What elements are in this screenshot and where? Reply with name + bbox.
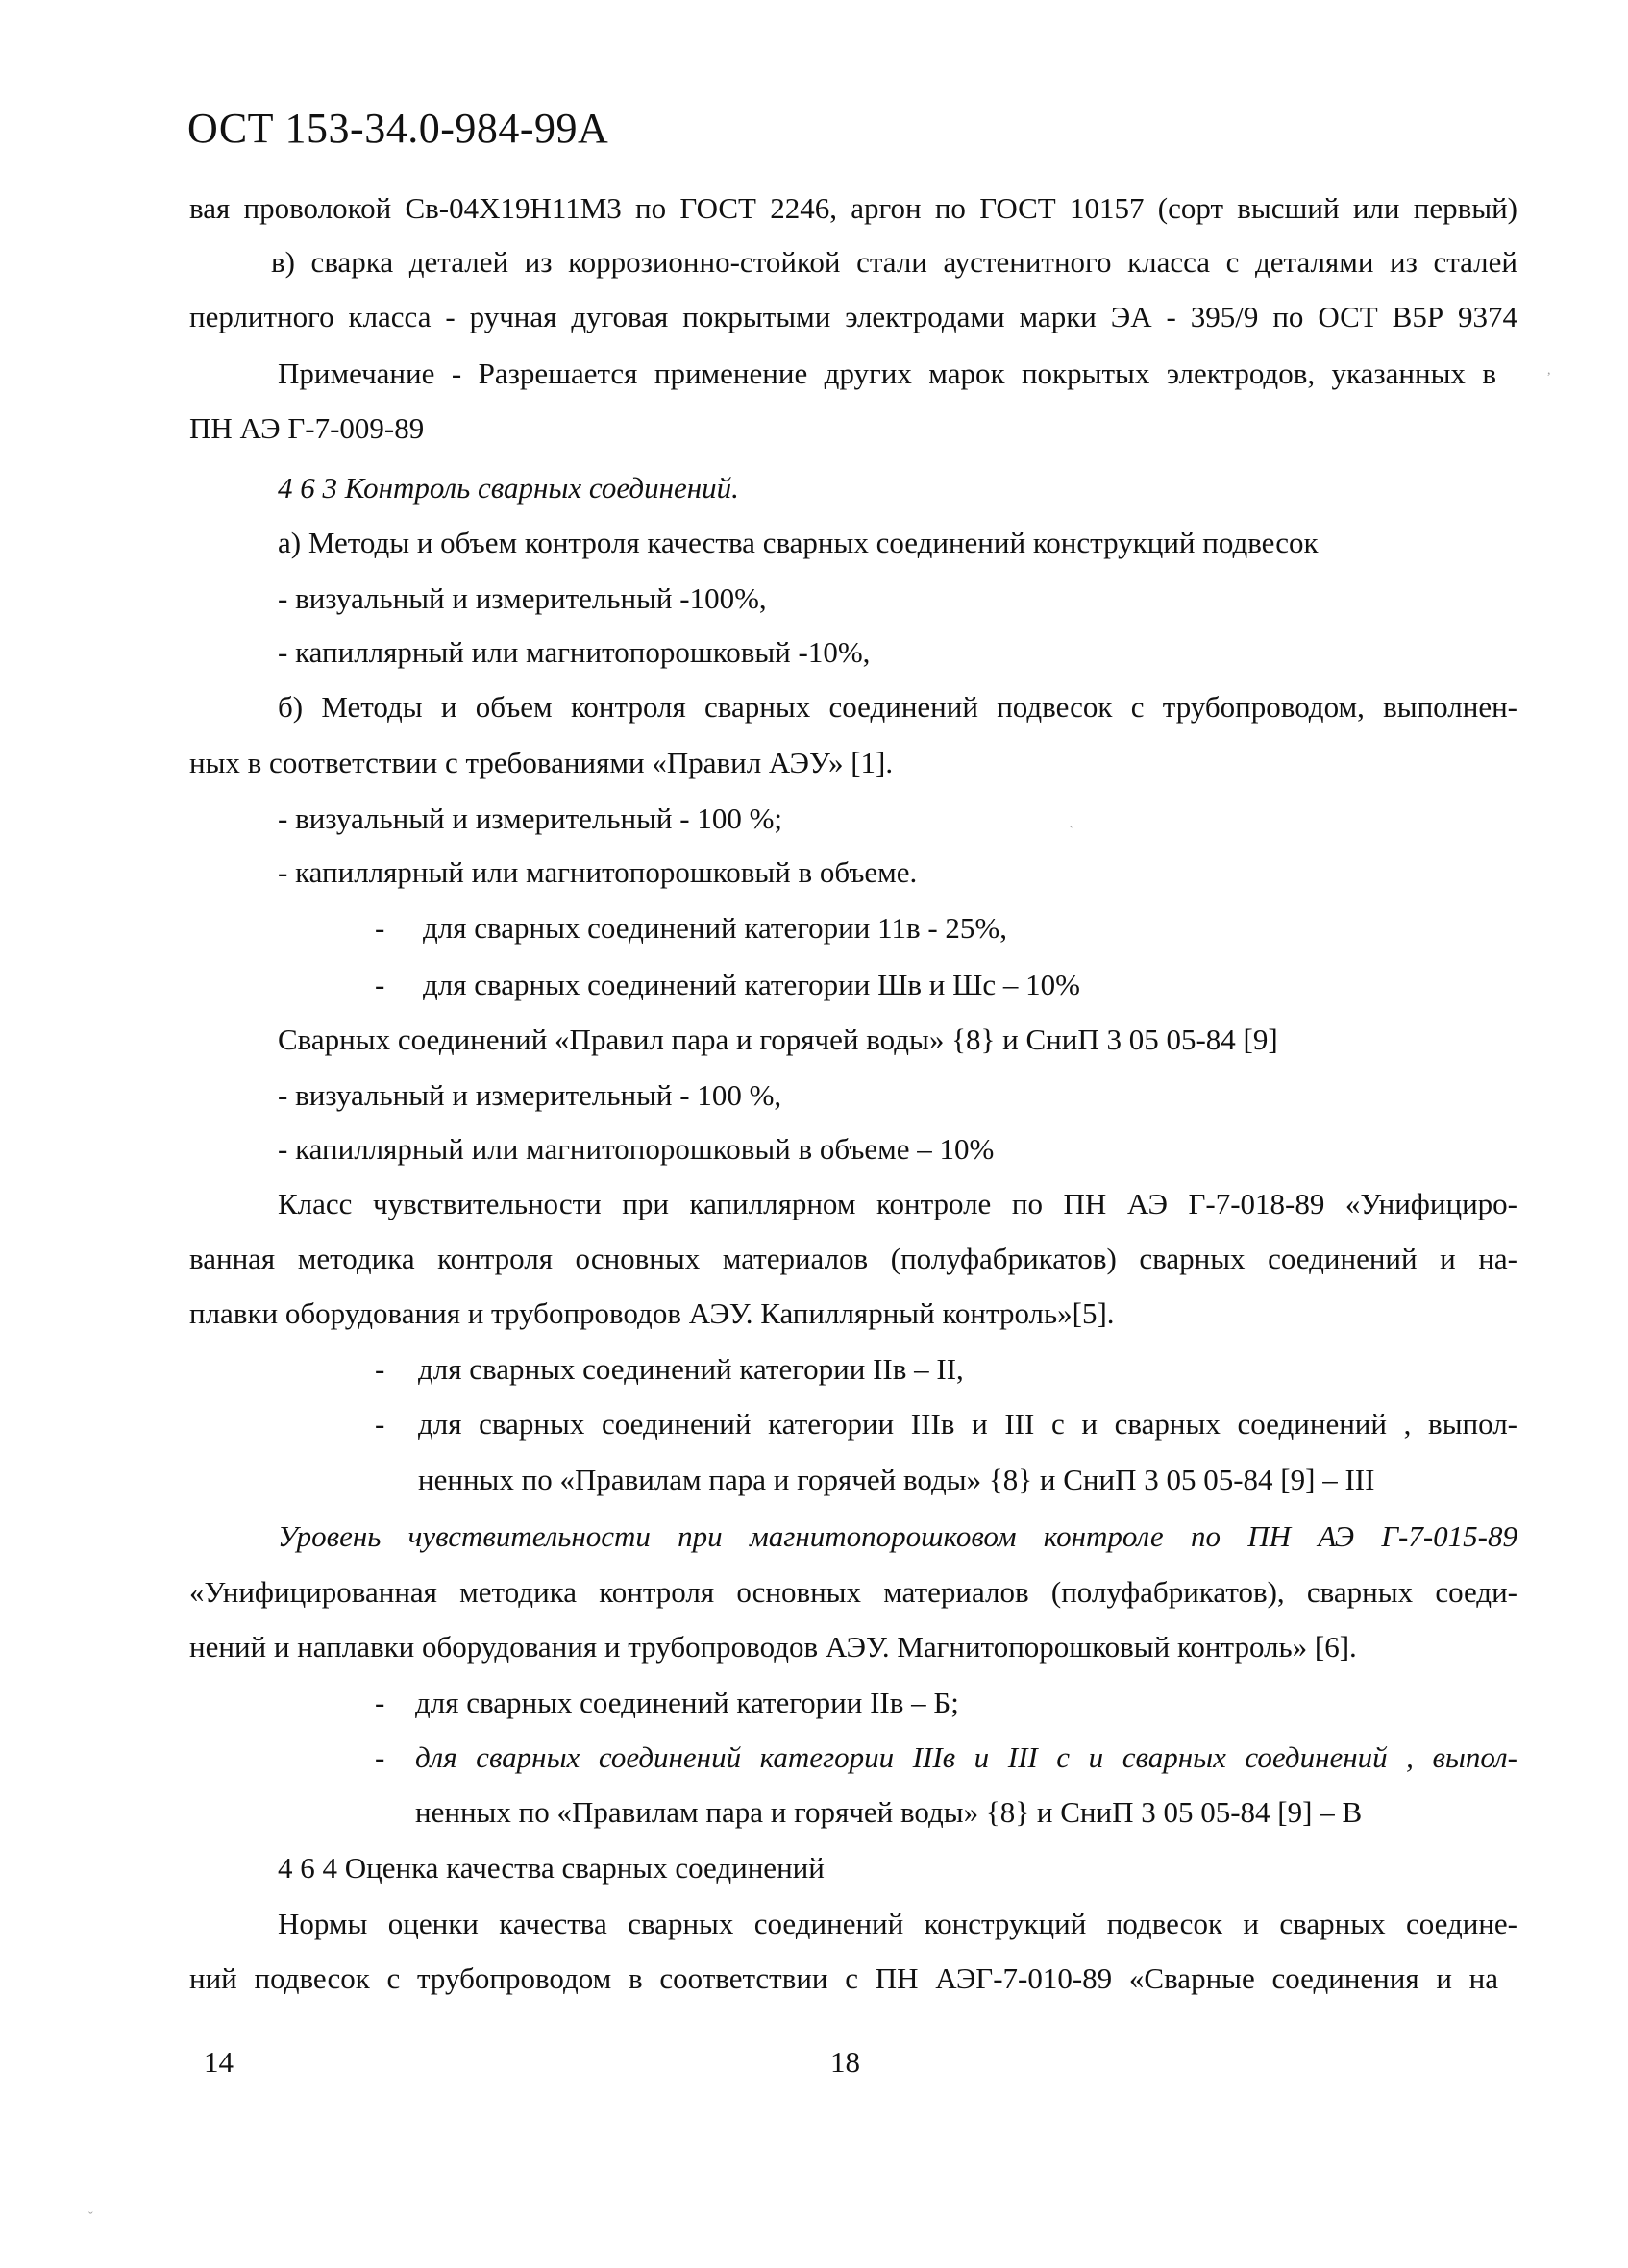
page-number: 18 [830, 2045, 860, 2079]
text-line: плавки оборудования и трубопроводов АЭУ. Капиллярный контроль»[5]. [189, 1296, 1115, 1330]
text-line: Уровень чувствительности при магнитопорошковом контроле по ПН АЭ Г-7-015-89 [278, 1519, 1517, 1553]
text-line: перлитного класса - ручная дуговая покрытыми электродами марки ЭА - 395/9 по ОСТ В5Р 9374 [189, 300, 1517, 333]
text-line: а) Методы и объем контроля качества сварных соединений конструкций подвесок [278, 526, 1319, 559]
list-item: - визуальный и измерительный - 100 %; [278, 801, 783, 835]
list-item: для сварных соединений категории 11в - 25%, [423, 911, 1007, 945]
list-item: для сварных соединений категории IIв – II, [418, 1352, 964, 1386]
text-line: ний подвесок с трубопроводом в соответствии с ПН АЭГ-7-010-89 «Сварные соединения и на [189, 1961, 1498, 1995]
text-line: в) сварка деталей из коррозионно-стойкой стали аустенитного класса с деталями из сталей [271, 245, 1517, 279]
list-dash: - [375, 968, 385, 1001]
scan-speck: ˋ [1069, 825, 1073, 839]
text-line: Класс чувствительности при капиллярном контроле по ПН АЭ Г-7-018-89 «Унифициро- [278, 1187, 1517, 1220]
scan-speck: , [1547, 363, 1551, 378]
document-code-header: ОСТ 153-34.0-984-99А [187, 105, 609, 152]
list-dash: - [375, 911, 385, 945]
list-dash: - [375, 1740, 385, 1774]
list-item: - капиллярный или магнитопорошковый в объеме – 10% [278, 1132, 995, 1166]
list-item: - капиллярный или магнитопорошковый в объеме. [278, 855, 918, 889]
note-line: Примечание - Разрешается применение других марок покрытых электродов, указанных в [278, 357, 1496, 390]
text-line: ванная методика контроля основных материалов (полуфабрикатов) сварных соединений и на- [189, 1242, 1517, 1275]
note-reference: ПН АЭ Г-7-009-89 [189, 411, 425, 445]
text-line: б) Методы и объем контроля сварных соединений подвесок с трубопроводом, выполнен- [278, 690, 1517, 724]
text-line: «Унифицированная методика контроля основных материалов (полуфабрикатов), сварных соеди- [189, 1575, 1517, 1609]
scan-speck: ˇ [88, 2210, 93, 2225]
list-dash: - [375, 1407, 385, 1441]
list-item: для сварных соединений категории IIIв и III с и сварных соединений , выпол- [418, 1407, 1517, 1441]
list-item-continuation: ненных по «Правилам пара и горячей воды» {8} и СниП 3 05 05-84 [9] – III [418, 1463, 1375, 1496]
list-item: для сварных соединений категории IIв – Б; [415, 1686, 959, 1719]
list-item-continuation: ненных по «Правилам пара и горячей воды» {8} и СниП 3 05 05-84 [9] – В [415, 1795, 1363, 1829]
list-dash: - [375, 1352, 385, 1386]
list-item: - капиллярный или магнитопорошковый -10%, [278, 635, 871, 669]
text-line: ных в соответствии с требованиями «Правил АЭУ» [1]. [189, 746, 894, 779]
section-heading-4-6-3: 4 6 3 Контроль сварных соединений. [278, 471, 739, 505]
list-item: - визуальный и измерительный -100%, [278, 581, 767, 615]
list-item: - визуальный и измерительный - 100 %, [278, 1078, 782, 1112]
list-item: для сварных соединений категории Шв и Шс – 10% [423, 968, 1080, 1001]
text-line: Нормы оценки качества сварных соединений конструкций подвесок и сварных соедине- [278, 1907, 1517, 1940]
section-heading-4-6-4: 4 6 4 Оценка качества сварных соединений [278, 1851, 825, 1885]
list-dash: - [375, 1686, 385, 1719]
text-line: вая проволокой Св-04Х19Н11М3 по ГОСТ 2246, аргон по ГОСТ 10157 (сорт высший или первый) [189, 191, 1517, 225]
text-line: Сварных соединений «Правил пара и горячей воды» {8} и СниП 3 05 05-84 [9] [278, 1023, 1278, 1056]
footer-left-number: 14 [204, 2045, 234, 2079]
text-line: нений и наплавки оборудования и трубопроводов АЭУ. Магнитопорошковый контроль» [6]. [189, 1630, 1357, 1664]
list-item: для сварных соединений категории IIIв и III с и сварных соединений , выпол- [415, 1740, 1517, 1774]
